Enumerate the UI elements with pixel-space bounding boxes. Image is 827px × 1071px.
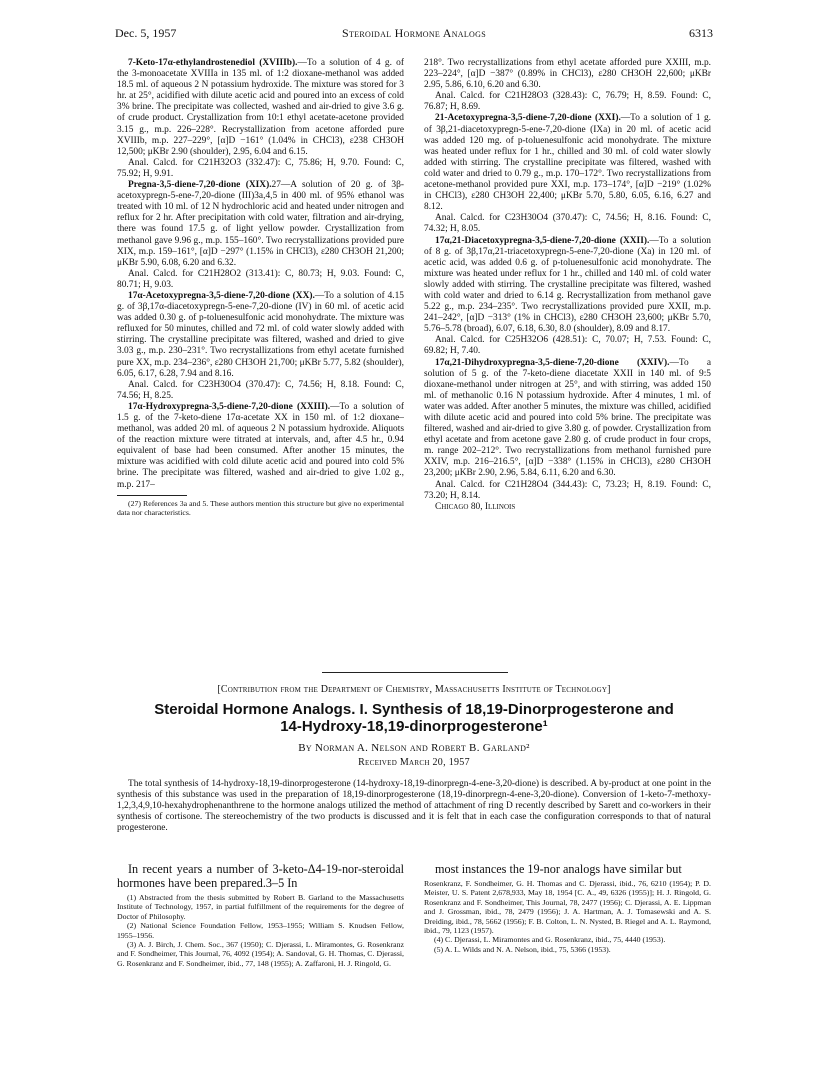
right-paragraph (424, 358, 711, 480)
footnote: (1) Abstracted from the thesis submitted by Robert B. Garland to the Massachusetts Institute of Technology, 1957, in partial fulfillment of the requirements for the degree of Doctor of Philosophy. (117, 893, 404, 921)
right-column (424, 58, 711, 513)
contribution-line: [Contribution from the Department of Chemistry, Massachusetts Institute of Technology] (217, 684, 611, 695)
analysis-text: Anal. Calcd. for C23H30O4 (370.47): C, 74.56; H, 8.18. Found: C, 74.56; H, 8.25. (117, 379, 404, 401)
right-paragraph (424, 480, 711, 502)
procedure-text: 27—A solution of 20 g. of 3β-acetoxypregn-5-ene-7,20-dione (III)3a,4,5 in 400 ml. of 95% ethanol was treated with 10 ml. of 12 N hydrochloric acid and heated under nitrogen and reflux for 2 hr. After precipitation with cold water, filtration and air-drying, there was found 17.5 g. of light yellow powder. Crystallization from methanol gave 9.96 g., m.p. 155–160°. Two recrystallizations provided pure XIX, m.p. 159–161°, [α]D −297° (1.15% in CHCl3), ε280 CH3OH 21,200; μKBr 5.90, 6.08, 6.20 and 6.32. (117, 180, 405, 268)
left-paragraph (117, 380, 404, 402)
left-paragraph (117, 158, 404, 180)
footnote-rule (117, 495, 187, 496)
right-paragraph (424, 335, 711, 357)
left-paragraph (117, 402, 404, 491)
compound-name: 17α-Hydroxypregna-3,5-diene-7,20-dione (XXIII). (128, 401, 331, 412)
compound-name: 7-Keto-17α-ethylandrostenediol (XVIIIb). (128, 58, 298, 68)
running-header (115, 26, 713, 46)
page-number: 6313 (689, 26, 713, 40)
received-date: Received March 20, 1957 (358, 757, 470, 768)
procedure-text: —To a solution of 4 g. of the 3-monoacetate XVIIIa in 135 ml. of 1:2 dioxane-methanol was added 18.5 ml. of aqueous 2 N potassium hydroxide. The mixture was stored for 3 hr. at 25°, acidified with dilute acetic acid and poured into an excess of cold 3% brine. The precipitate was collected, washed and air-dried to give 3.6 g. of crude product. Crystallization from 10:1 ethyl acetate-acetone provided 3.15 g., m.p. 226–228°. Recrystallization from acetone afforded pure XVIIIb, m.p. 227–229°, [α]D −161° (1.04% in CHCl3), ε238 CH3OH 12,500; μKBr 2.90 (shoulder), 2.95, 6.04 and 6.15. (117, 58, 404, 157)
article-title (117, 701, 711, 735)
running-title: Steroidal Hormone Analogs (342, 26, 486, 40)
procedure-text: —To a solution of 1 g. of 3β,21-diacetoxypregn-5-ene-7,20-dione (IXa) in 20 ml. of acetic acid was added 120 mg. of p-toluenesulfonic acid monohydrate. The mixture was heated under reflux for 1 hr., chilled and 30 ml. of cold water slowly added with stirring. The crystalline precipitate was filtered, washed with cold water and dried to 0.79 g., m.p. 170–172°. Two recrystallizations from acetone-methanol provided pure XXI, m.p. 173–174°, [α]D −219° (1.02% in CHCl3), ε280 CH3OH 22,400; μKBr 5.70, 5.80, 6.05, 6.16, 6.27 and 8.12. (424, 113, 711, 213)
footnote: (5) A. L. Wilds and N. A. Nelson, ibid., 75, 5366 (1953). (434, 944, 611, 954)
issue-date: Dec. 5, 1957 (115, 26, 177, 40)
right-paragraph (424, 236, 711, 336)
procedure-text: —To a solution of 4.15 g. of 3β,17α-diacetoxypregn-5-ene-7,20-dione (IV) in 60 ml. of acetic acid was added 0.30 g. of p-toluenesulfonic acid monohydrate. The mixture was refluxed for 50 minutes, chilled and 72 ml. of cold water slowly added with stirring. The crystalline precipitate was filtered, washed and dried to give 3.03 g., m.p. 230–231°. Two recrystallizations from ethyl acetate furnished pure XX, m.p. 234–236°, ε280 CH3OH 21,700; μKBr 5.77, 5.82 (shoulder), 6.05, 6.17, 6.28, 7.94 and 8.16. (117, 290, 404, 379)
compound-name: 17α-Acetoxypregna-3,5-diene-7,20-dione (XX). (128, 290, 315, 301)
left-paragraphs (117, 58, 404, 491)
footnote: (3) A. J. Birch, J. Chem. Soc., 367 (1950); C. Djerassi, L. Miramontes, G. Rosenkranz and F. Sondheimer, This Journal, 76, 4092 (1954); A. Sandoval, G. H. Thomas, C. Djerassi, G. Rosenkranz and F. Sondheimer, ibid., 77, 148 (1955); A. Zaffaroni, H. J. Ringold, G. (117, 940, 404, 968)
article-title-line-2: 14-Hydroxy-18,19-dinorprogesterone¹ (280, 718, 548, 735)
footnote: Rosenkranz, F. Sondheimer, G. H. Thomas and C. Djerassi, ibid., 76, 6210 (1954); P. D. Meister, U. S. Patent 2,678,933, May 18, 1954 [C. A., 49, 6326 (1955)]; H. J. Ringold, G. Rosenkranz and F. Sondheimer, This Journal, 78, 2477 (1956); C. Djerassi, A. E. Lippman and J. Grossman, ibid., 78, 2479 (1956); J. A. Hartman, A. J. Tomasewski and A. S. Dreiding, ibid., 78, 5662 (1956); F. B. Colton, L. N. Nysted, B. Riegel and A. L. Raymond, ibid., 79, 1123 (1957). (424, 879, 711, 936)
right-paragraph (424, 213, 711, 235)
left-paragraph (117, 291, 404, 380)
procedure-text: —To a solution of 5 g. of the 7-keto-diene diacetate XXII in 140 ml. of 9:5 dioxane-methanol under nitrogen at 25°, and with stirring, was added 150 ml. of methanolic 0.16 N potassium hydroxide. After 4 minutes, 1 ml. of water was added. After another 5 minutes, the mixture was chilled, acidified with dilute acetic acid and poured into cold 5% brine. The precipitate was filtered, washed and air-dried to give 3.80 g. of powder. Crystallization from ethyl acetate and from acetone gave 2.80 g. of crude product in four crops, m. range 202–212°. Two recrystallizations from methanol furnished pure XXIV, m.p. 216–216.5°, [α]D −338° (1.15% in CHCl3), ε280 CH3OH 23,200; μKBr 2.90, 2.96, 5.84, 6.11, 6.20 and 6.30. (424, 357, 712, 479)
left-paragraph (117, 58, 404, 158)
abstract: The total synthesis of 14-hydroxy-18,19-dinorprogesterone (14-hydroxy-18,19-dinorpregn-4-ene-3,20-dione) is described. A by-product at one point in the synthesis of this substance was used in the preparation of 18,19-dinorprogesterone (18,19-dinorpregn-4-ene-3,20-dione). Conversion of 1-keto-7-methoxy-1,2,3,4,9,10-hexahydrophenanthrene to the hormone analogs utilized the method of attachment of ring D recently described by Sarett and co-workers in their synthesis of cortisone. The stereochemistry of the two products is discussed and it is felt that in each case the configuration corresponds to that of natural progesterone. (117, 779, 711, 834)
analysis-text: Anal. Calcd. for C21H28O2 (313.41): C, 80.73; H, 9.03. Found: C, 80.71; H, 9.03. (117, 268, 404, 290)
analysis-text: Anal. Calcd. for C21H28O4 (344.43): C, 73.23; H, 8.19. Found: C, 73.20; H, 8.14. (424, 479, 711, 501)
footnote-27: (27) References 3a and 5. These authors mention this structure but give no experimental data nor characteristics. (117, 498, 404, 518)
intro-text-right: most instances the 19-nor analogs have similar but (435, 862, 682, 876)
signoff: Chicago 80, Illinois (435, 501, 516, 512)
compound-name: 17α,21-Dihydroxypregna-3,5-diene-7,20-dione (XXIV). (435, 357, 670, 368)
procedure-text: 218°. Two recrystallizations from ethyl acetate afforded pure XXIII, m.p. 223–224°, [α]D −387° (0.89% in CHCl3), ε280 CH3OH 22,600; μKBr 2.95, 5.86, 6.10, 6.20 and 6.30. (424, 58, 711, 91)
procedure-text: —To a solution of 1.5 g. of the 7-keto-diene 17α-acetate XX in 150 ml. of 1:2 dioxane–methanol, was added 20 ml. of aqueous 2 N potassium hydroxide. Aliquots of the reaction mixture were titrated at intervals, and, after 4.5 hr., 0.94 equivalent of base had been consumed. After another 15 minutes, the mixture was acidified with cold dilute acetic acid and poured into cold 5% brine. The precipitate was filtered, washed and air-dried to give 1.02 g., m.p. 217– (117, 401, 404, 490)
intro-right-column (424, 862, 711, 954)
analysis-text: Anal. Calcd. for C21H32O3 (332.47): C, 75.86; H, 9.70. Found: C, 75.92; H, 9.91. (117, 157, 404, 179)
authors: By Norman A. Nelson and Robert B. Garland² (298, 742, 530, 754)
footnote: (2) National Science Foundation Fellow, 1953–1955; William S. Knudsen Fellow, 1955–1956. (117, 921, 404, 940)
footnotes-left (117, 893, 404, 968)
article-title-line-1: Steroidal Hormone Analogs. I. Synthesis of 18,19-Dinorprogesterone and (154, 701, 674, 718)
intro-left-column (117, 862, 404, 968)
analysis-text: Anal. Calcd. for C23H30O4 (370.47): C, 74.56; H, 8.16. Found: C, 74.32; H, 8.05. (424, 213, 711, 235)
left-paragraph (117, 180, 404, 269)
right-paragraph (424, 113, 711, 213)
footnotes-right (424, 879, 711, 954)
footnote: (4) C. Djerassi, L. Miramontes and G. Rosenkranz, ibid., 75, 4440 (1953). (434, 935, 666, 945)
right-paragraph (424, 91, 711, 113)
compound-name: 21-Acetoxypregna-3,5-diene-7,20-dione (XXI). (435, 113, 621, 124)
analysis-text: Anal. Calcd. for C21H28O3 (328.43): C, 76.79; H, 8.59. Found: C, 76.87; H, 8.69. (424, 91, 711, 113)
left-paragraph (117, 269, 404, 291)
analysis-text: Anal. Calcd. for C25H32O6 (428.51): C, 70.07; H, 7.53. Found: C, 69.82; H, 7.40. (424, 335, 711, 357)
compound-name: Pregna-3,5-diene-7,20-dione (XIX). (128, 180, 272, 191)
compound-name: 17α,21-Diacetoxypregna-3,5-diene-7,20-dione (XXII). (435, 235, 650, 246)
left-column (117, 58, 404, 517)
section-separator (322, 672, 508, 673)
intro-text-left: In recent years a number of 3-keto-Δ4-19-nor-steroidal hormones have been prepared.3–5 In (117, 862, 404, 890)
right-paragraphs (424, 58, 711, 502)
right-paragraph (424, 58, 711, 91)
procedure-text: —To a solution of 8 g. of 3β,17α,21-triacetoxypregn-5-ene-7,20-dione (Xa) in 120 ml. of acetic acid, was added 0.6 g. of p-toluenesulfonic acid monohydrate. The mixture was heated under reflux for 1 hr., chilled and 140 ml. of cold water slowly added with stirring. The crystalline precipitate was filtered, washed with cold water and dried to 6.14 g. Recrystallization from methanol gave 5.22 g., m.p. 234–235°. Two recrystallizations provided pure XXII, m.p. 241–242°, [α]D −313° (1% in CHCl3), ε280 CH3OH 23,600; μKBr 5.70, 5.76–5.78 (broad), 6.07, 6.18, 6.30, 8.0 (shoulder), 8.09 and 8.17. (424, 235, 711, 335)
